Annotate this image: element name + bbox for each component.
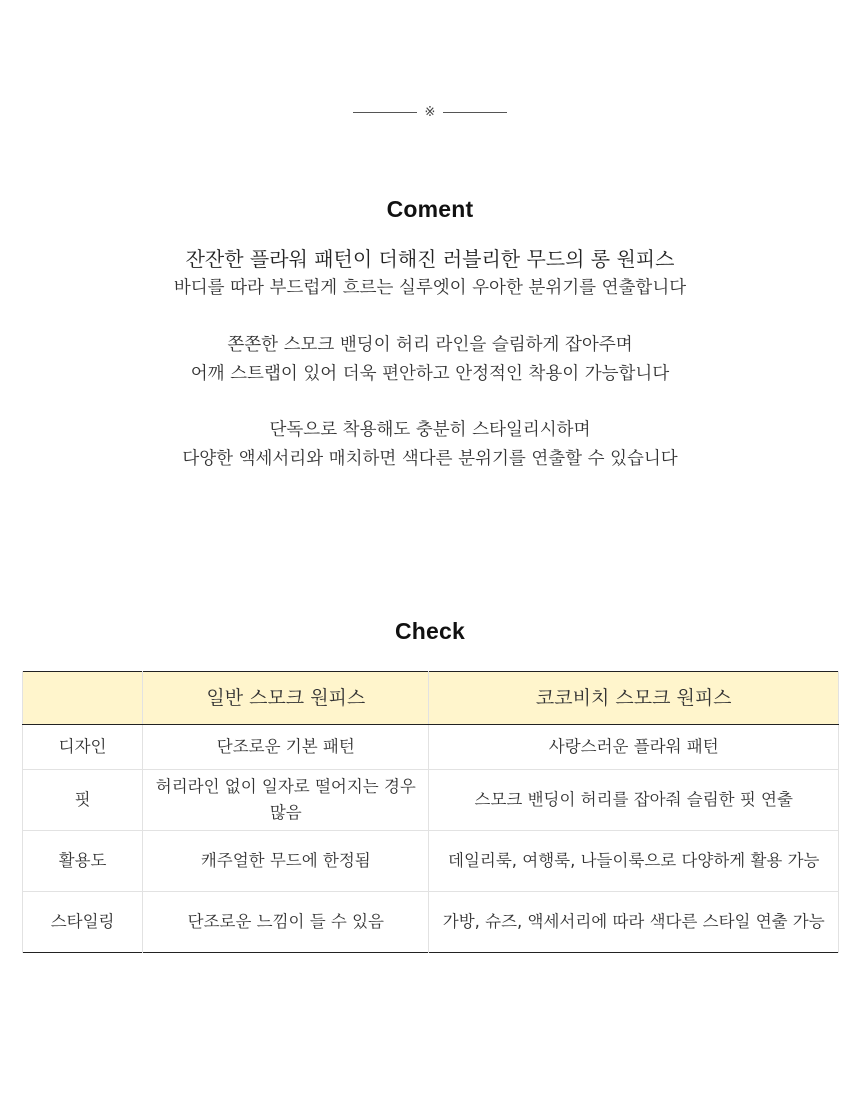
table-header-row — [23, 672, 839, 725]
header-cell-cocobeach: 코코비치 스모크 원피스 — [429, 672, 839, 725]
row-label: 스타일링 — [23, 892, 143, 953]
comment-title: Coment — [386, 196, 474, 222]
comment-line: 단독으로 착용해도 충분히 스타일리시하며 — [269, 420, 591, 440]
row-label: 핏 — [23, 770, 143, 831]
cocobeach-cell: 사랑스러운 플라워 패턴 — [429, 725, 839, 770]
regular-cell: 단조로운 기본 패턴 — [143, 725, 429, 770]
table-row — [23, 892, 839, 953]
cocobeach-cell: 가방, 슈즈, 액세서리에 따라 색다른 스타일 연출 가능 — [429, 892, 839, 953]
section-divider — [0, 103, 860, 121]
cocobeach-cell: 스모크 밴딩이 허리를 잡아줘 슬림한 핏 연출 — [429, 770, 839, 831]
comment-line: 잔잔한 플라워 패턴이 더해진 러블리한 무드의 롱 원피스 — [185, 247, 675, 271]
header-cell-regular: 일반 스모크 원피스 — [143, 672, 429, 725]
comment-paragraph-2 — [0, 331, 860, 389]
regular-cell: 캐주얼한 무드에 한정됨 — [143, 831, 429, 892]
comment-paragraph-1 — [0, 244, 860, 303]
comment-line: 다양한 액세서리와 매치하면 색다른 분위기를 연출할 수 있습니다 — [182, 449, 678, 469]
cocobeach-cell: 데일리룩, 여행룩, 나들이룩으로 다양하게 활용 가능 — [429, 831, 839, 892]
comparison-table — [22, 671, 839, 953]
regular-cell: 허리라인 없이 일자로 떨어지는 경우 많음 — [143, 770, 429, 831]
table-row — [23, 770, 839, 831]
comment-line: 쫀쫀한 스모크 밴딩이 허리 라인을 슬림하게 잡아주며 — [227, 335, 633, 355]
check-title: Check — [394, 618, 466, 644]
divider-line-right — [443, 112, 507, 113]
table-row — [23, 831, 839, 892]
table-row — [23, 725, 839, 770]
comment-paragraph-3 — [0, 416, 860, 474]
ornament-icon: ※ — [424, 104, 436, 120]
row-label: 활용도 — [23, 831, 143, 892]
comment-line: 어깨 스트랩이 있어 더욱 편안하고 안정적인 착용이 가능합니다 — [190, 364, 670, 384]
divider-line-left — [353, 112, 417, 113]
regular-cell: 단조로운 느낌이 들 수 있음 — [143, 892, 429, 953]
row-label: 디자인 — [23, 725, 143, 770]
comment-line: 바디를 따라 부드럽게 흐르는 실루엣이 우아한 분위기를 연출합니다 — [173, 278, 687, 298]
header-cell-empty — [23, 672, 143, 725]
